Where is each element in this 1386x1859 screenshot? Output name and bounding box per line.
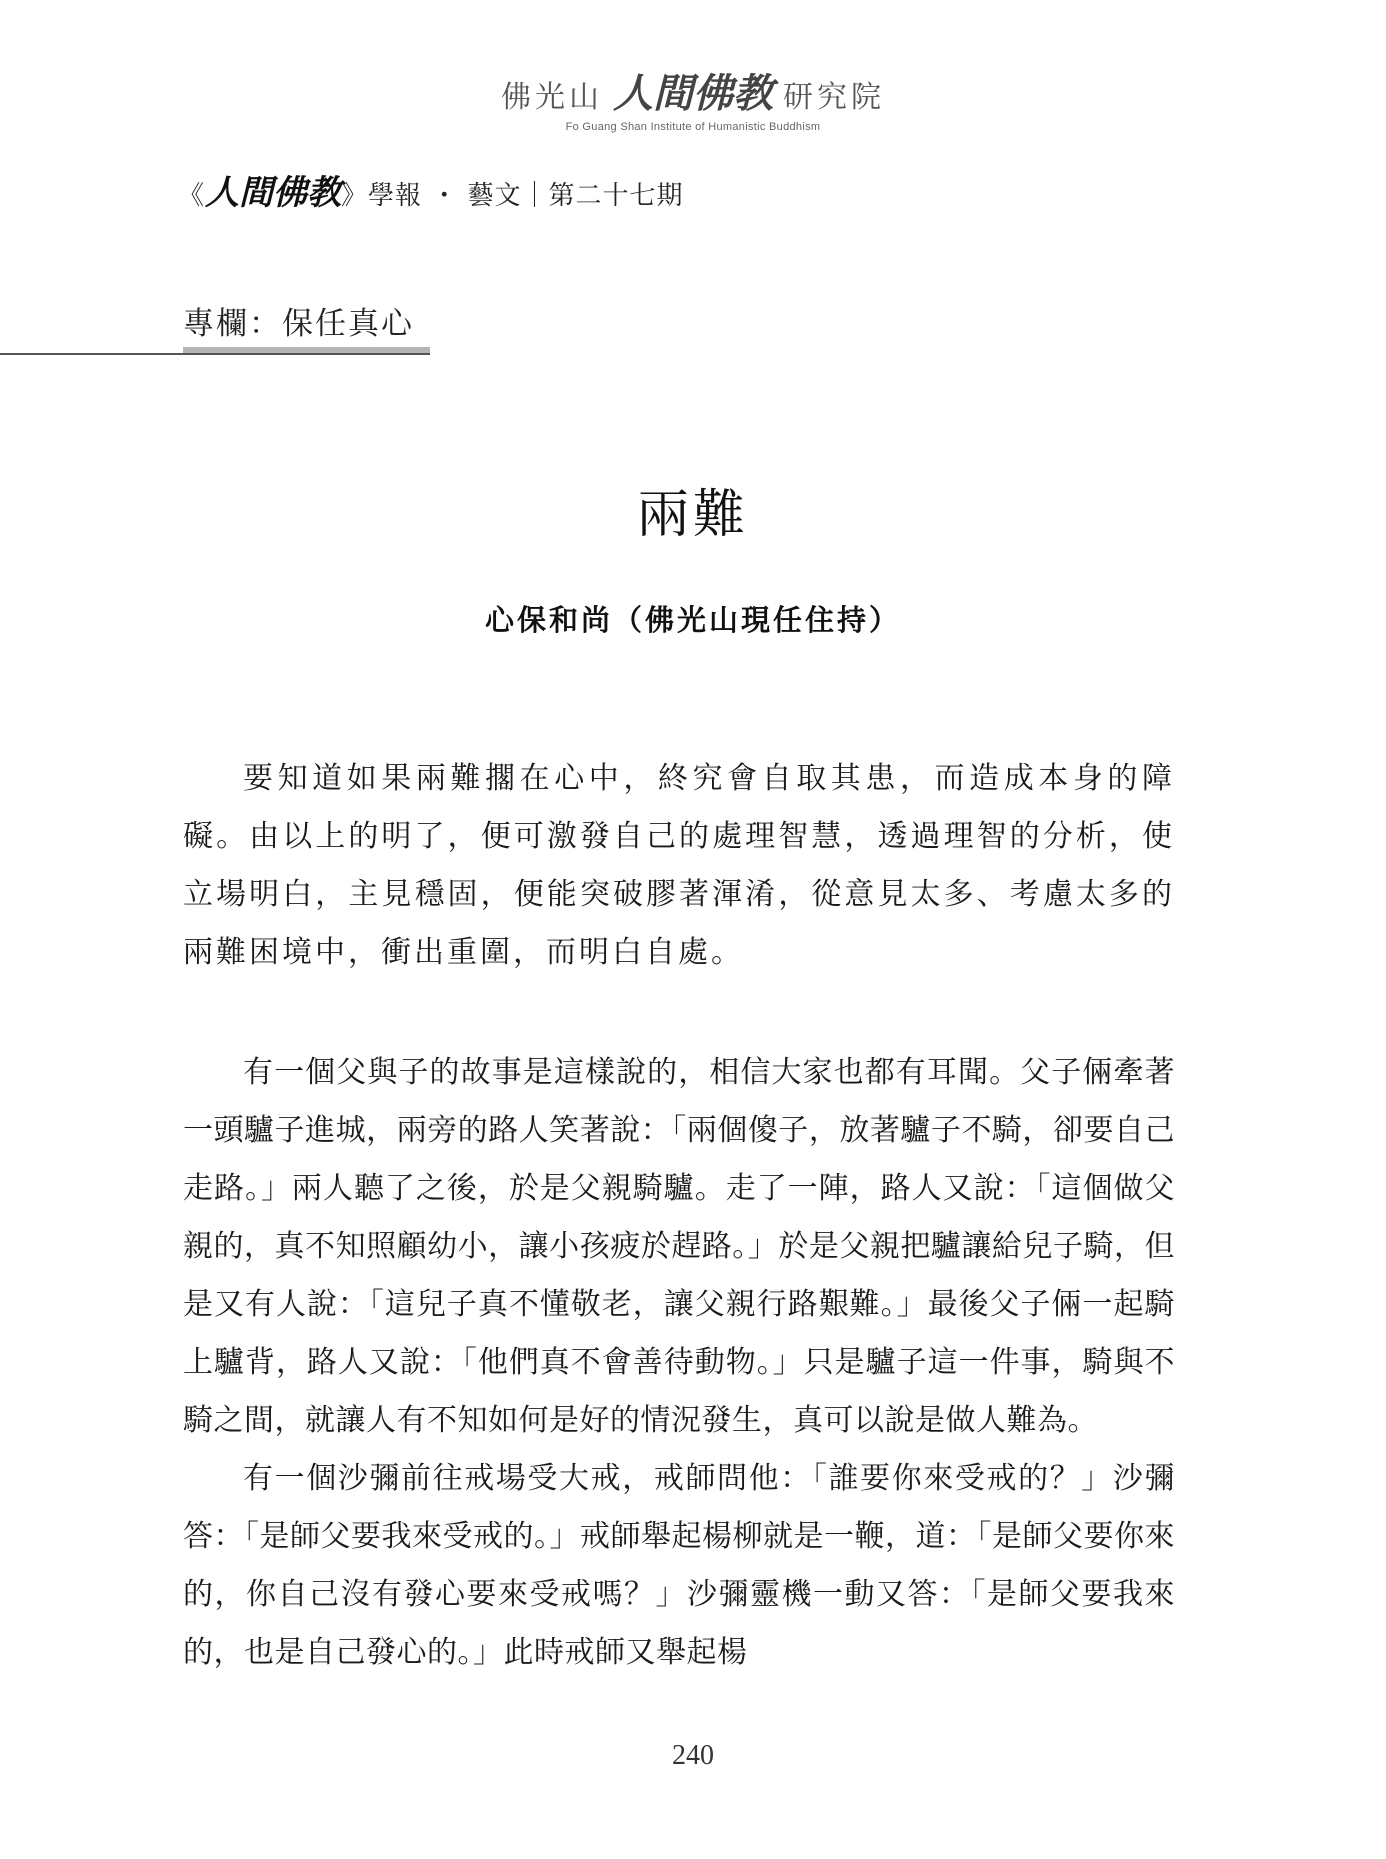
column-divider <box>0 353 430 355</box>
institute-name <box>0 62 1386 119</box>
journal-running-header <box>178 165 684 214</box>
journal-logo-mark: 人間佛教 <box>205 173 342 213</box>
institute-logo-mark: 人間佛教 <box>613 71 773 117</box>
column-title: 專欄：保任真心 <box>183 306 414 342</box>
article-author: 心保和尚（佛光山現任住持） <box>484 603 901 637</box>
institute-header <box>0 62 1386 133</box>
paragraph-spacer <box>183 982 1175 1044</box>
institute-prefix: 佛光山 <box>501 80 603 115</box>
institute-english-name: Fo Guang Shan Institute of Humanistic Buddhism <box>565 121 821 133</box>
page-number: 240 <box>672 1740 714 1771</box>
journal-bracket-open: 《 <box>178 181 206 211</box>
body-paragraph: 要知道如果兩難擱在心中，終究會自取其患，而造成本身的障礙。由以上的明了，便可激發自己的處理智慧，透過理智的分析，使立場明白，主見穩固，便能突破膠著渾淆，從意見太多、考慮太多的兩難困境中，衝出重圍，而明白自處。 <box>183 761 1175 970</box>
article-body <box>183 750 1175 1682</box>
journal-issue-text: 》學報 ・ 藝文｜第二十七期 <box>341 181 684 211</box>
article-title: 兩難 <box>636 485 749 545</box>
body-paragraph: 有一個沙彌前往戒場受大戒，戒師問他：「誰要你來受戒的？」沙彌答：「是師父要我來受戒的。」戒師舉起楊柳就是一鞭，道：「是師父要你來的，你自己沒有發心要來受戒嗎？」沙彌靈機一動又答：「是師父要我來的，也是自己發心的。」此時戒師又舉起楊 <box>183 1461 1175 1670</box>
institute-suffix: 研究院 <box>783 80 885 115</box>
body-paragraph: 有一個父與子的故事是這樣說的，相信大家也都有耳聞。父子倆牽著一頭驢子進城，兩旁的路人笑著說：「兩個傻子，放著驢子不騎，卻要自己走路。」兩人聽了之後，於是父親騎驢。走了一陣，路人又說：「這個做父親的，真不知照顧幼小，讓小孩疲於趕路。」於是父親把驢讓給兒子騎，但是又有人說：「這兒子真不懂敬老，讓父親行路艱難。」最後父子倆一起騎上驢背，路人又說：「他們真不會善待動物。」只是驢子這一件事，騎與不騎之間，就讓人有不知如何是好的情況發生，真可以說是做人難為。 <box>183 1055 1175 1438</box>
